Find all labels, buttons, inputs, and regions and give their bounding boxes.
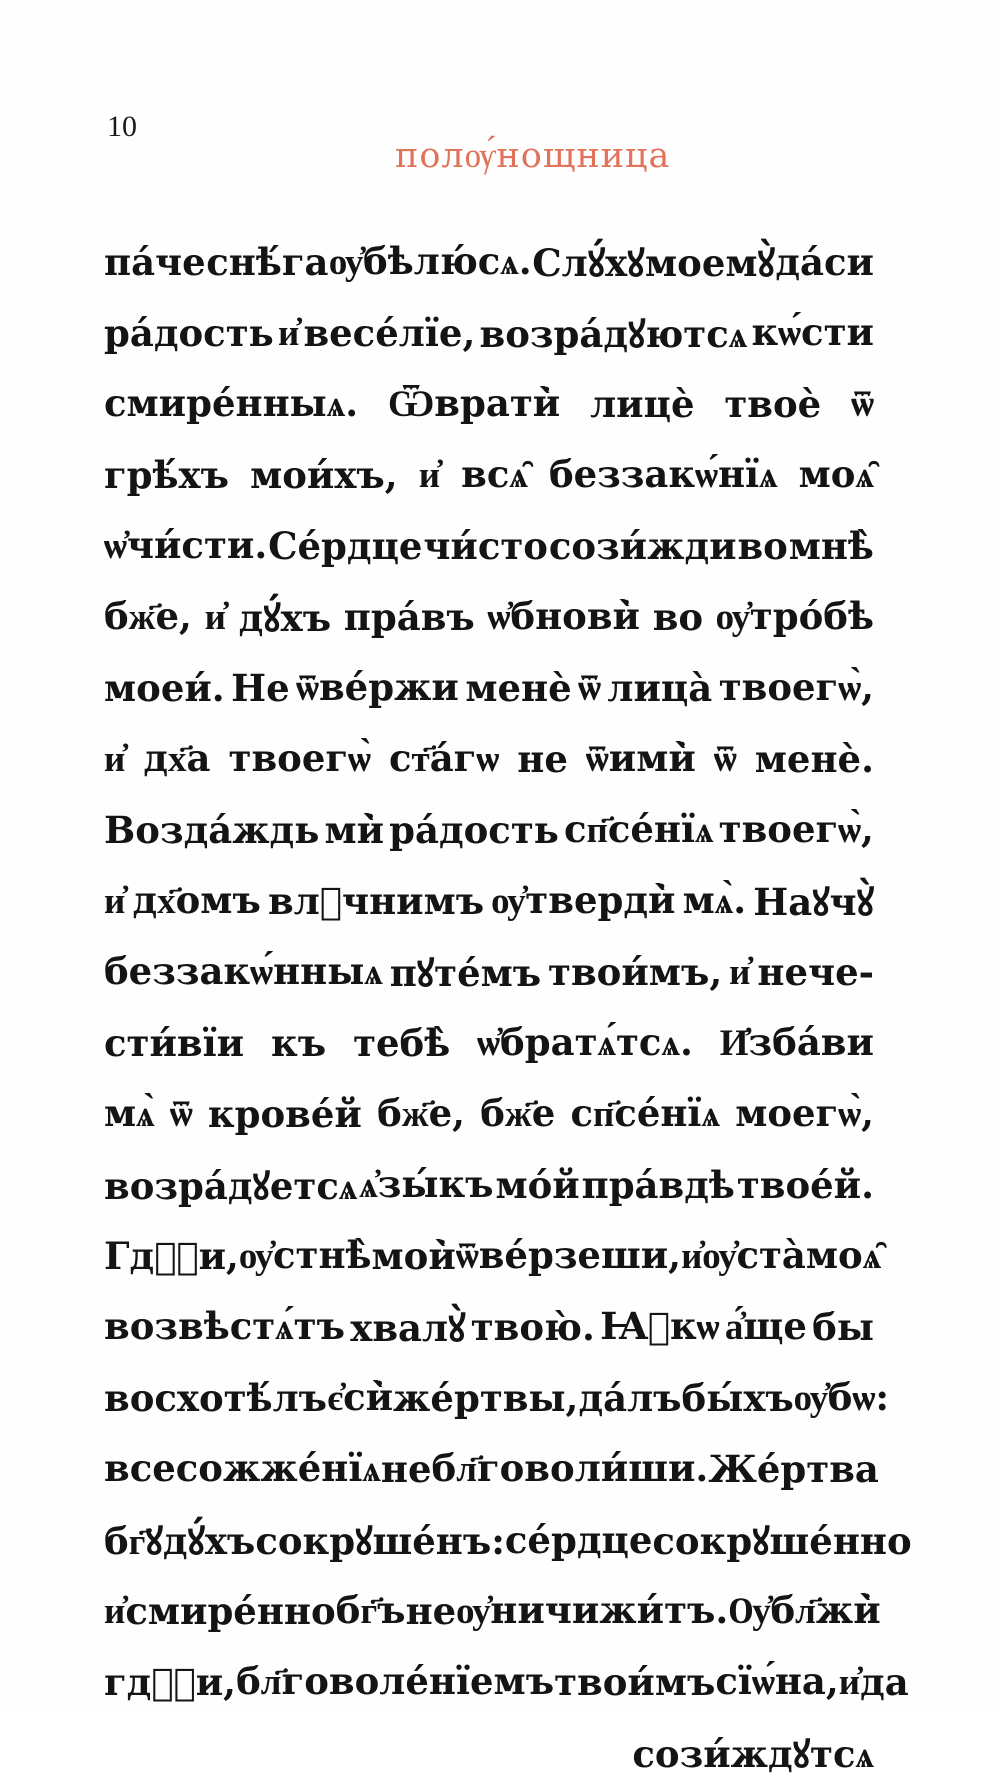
- word: бы: [812, 1304, 874, 1349]
- word: ѡ҆бнови̇̀: [487, 594, 640, 638]
- word: беззакѡ́нныѧ: [104, 949, 383, 993]
- word: твоегѡ̀,: [718, 665, 874, 709]
- word: моеи́.: [104, 665, 225, 710]
- text-line: [104, 936, 874, 1007]
- word: хвалꙋ̀: [350, 1306, 466, 1350]
- page-number: 10: [107, 110, 137, 143]
- word: всесожже́нїѧ: [104, 1446, 381, 1490]
- word: сїѡ́на,: [715, 1659, 839, 1703]
- text-line: [104, 581, 874, 652]
- word: па́че: [104, 239, 206, 284]
- text-line: [104, 1007, 874, 1078]
- text-line: [104, 865, 874, 936]
- word: мои̇̀: [371, 1233, 456, 1278]
- word: и҆: [104, 878, 126, 922]
- word: мѧ̀.: [682, 878, 747, 922]
- word: же́ртвы,: [393, 1375, 579, 1420]
- text-line: [104, 226, 874, 297]
- word: ѹ҆стнѣ̀: [238, 1233, 372, 1277]
- text-line: [104, 368, 874, 439]
- word: моемꙋ̀: [645, 241, 775, 285]
- word: сози́жди: [548, 523, 737, 568]
- running-head: полѹ́нощница: [395, 136, 671, 176]
- word: сокрꙋше́нно: [652, 1519, 912, 1563]
- word: ѿ: [578, 665, 601, 709]
- word: не: [405, 1588, 457, 1633]
- text-line: [104, 794, 874, 865]
- word: бл҃говоле́нїемъ: [236, 1659, 555, 1703]
- word: бг҃ъ: [335, 1588, 406, 1632]
- text-line: [104, 1149, 874, 1220]
- word: се́рдце: [504, 1517, 653, 1562]
- word: пꙋте́мъ: [389, 951, 542, 995]
- word: ми̇̀: [324, 807, 385, 852]
- word: бж҃е,: [377, 1091, 465, 1135]
- word: грѣ́хъ: [104, 452, 230, 497]
- word: Слꙋ́хꙋ: [532, 241, 645, 285]
- word: бж҃е,: [104, 594, 192, 638]
- word: ѿ: [851, 381, 874, 425]
- word: возра́дꙋетсѧ: [104, 1164, 358, 1208]
- word: и҆: [204, 594, 226, 638]
- word: восхотѣ́лъ: [104, 1375, 328, 1420]
- word: сп҃се́нїѧ: [570, 1091, 720, 1135]
- word: Возда́ждь: [104, 807, 320, 852]
- word: ѿими̇̀: [585, 736, 696, 780]
- word: бг҃ꙋ: [104, 1519, 163, 1563]
- text-line: [104, 297, 874, 368]
- text-line: [104, 1362, 890, 1433]
- word: смире́нныѧ.: [104, 381, 359, 425]
- word: моѧ̑: [805, 1233, 882, 1277]
- text-line: [104, 1646, 909, 1717]
- word: сп҃се́нїѧ: [563, 807, 714, 851]
- text-line: [104, 652, 874, 723]
- word: ѹ҆тверди̇̀: [491, 878, 676, 922]
- word: лица̀: [607, 665, 713, 710]
- word: Ѹ҆бл҃жи̇̀: [728, 1588, 881, 1632]
- word: твоегѡ̀: [228, 736, 371, 780]
- word: твои́мъ: [554, 1659, 716, 1704]
- word: твоегѡ̀,: [718, 807, 874, 851]
- word: Не: [231, 665, 290, 710]
- word: бл҃говоли́ши.: [431, 1446, 709, 1490]
- word: пра́вдѣ: [581, 1162, 735, 1207]
- word: смире́нно: [125, 1588, 336, 1633]
- text-line: [104, 723, 874, 794]
- text-line: [104, 1717, 874, 1788]
- word: къ: [271, 1020, 327, 1065]
- word: и҆: [104, 1588, 126, 1632]
- word: сози́ждꙋтсѧ: [632, 1732, 874, 1776]
- word: Наꙋчꙋ̀: [753, 880, 874, 924]
- word: сокрꙋше́нъ:: [255, 1519, 505, 1563]
- word: Се́рдце: [268, 523, 423, 568]
- word: тебѣ̀: [353, 1020, 451, 1065]
- word: ѹ҆ста̀: [702, 1233, 806, 1277]
- word: нече-: [757, 949, 874, 994]
- text-line: [104, 1504, 912, 1575]
- word: ѹ҆бѣлю́сѧ.: [329, 239, 532, 283]
- word: дꙋ́хъ: [162, 1519, 256, 1563]
- word: твои́мъ,: [548, 949, 723, 994]
- word: снѣ́га: [206, 239, 329, 284]
- word: бж҃е: [480, 1091, 556, 1135]
- word: да́лъ: [578, 1375, 682, 1420]
- body-text: [104, 226, 912, 1788]
- word: ѿве́рзеши,: [455, 1233, 682, 1277]
- word: Ѿврати̇̀: [388, 381, 561, 425]
- word: а҆́ще: [724, 1304, 807, 1348]
- word: Ꙗ҆кѡ: [600, 1304, 720, 1348]
- text-line: [104, 1220, 882, 1291]
- text-line: [104, 1433, 879, 1504]
- word: твое́й.: [736, 1162, 874, 1207]
- word: мо́й: [495, 1162, 580, 1207]
- word: твою̀.: [470, 1304, 595, 1349]
- word: Же́ртва: [708, 1446, 879, 1491]
- word: моегѡ̀,: [735, 1091, 874, 1135]
- word: всѧ̑: [461, 452, 528, 496]
- word: весе́лїе,: [303, 310, 476, 355]
- word: ѡ҆братѧ́тсѧ.: [477, 1020, 693, 1064]
- word: возвѣстѧ́тъ: [104, 1304, 345, 1348]
- text-line: [104, 1078, 874, 1149]
- word: менѐ.: [754, 736, 874, 781]
- word: чи́сто: [423, 523, 548, 568]
- word: во: [737, 523, 788, 568]
- word: бы́хъ: [681, 1375, 794, 1420]
- word: твоѐ: [724, 381, 822, 426]
- word: ѹ҆ничижи́тъ.: [456, 1588, 729, 1632]
- word: дх҃омъ: [132, 878, 261, 922]
- word: и҆: [104, 736, 126, 780]
- text-line: [104, 510, 874, 581]
- word: моѧ̑: [798, 452, 874, 496]
- word: ѿ: [713, 736, 737, 780]
- text-line: [104, 1291, 874, 1362]
- word: И҆зба́ви: [719, 1020, 874, 1064]
- word: да: [860, 1659, 909, 1704]
- word: и҆: [729, 949, 751, 993]
- word: не: [380, 1446, 432, 1491]
- word: беззакѡ́нїѧ: [548, 452, 778, 496]
- text-line: [104, 1575, 881, 1646]
- word: и҆: [838, 1659, 861, 1703]
- word: ра́дость: [104, 310, 274, 355]
- word: крове́й: [207, 1091, 362, 1136]
- word: ѿве́ржи: [296, 665, 459, 709]
- word: и҆: [277, 310, 300, 354]
- word: менѐ: [465, 665, 572, 710]
- word: сти́вїи: [104, 1020, 245, 1065]
- word: да́си: [775, 239, 874, 284]
- word: пра́въ: [343, 594, 475, 639]
- word: Гдⷭ҇и,: [104, 1233, 239, 1278]
- word: гдⷭ҇и,: [104, 1659, 237, 1704]
- word: влⷣчнимъ: [267, 878, 485, 923]
- text-line: [104, 439, 874, 510]
- word: є҆си̇̀: [327, 1375, 394, 1419]
- word: кѡ́сти: [751, 310, 874, 354]
- word: ѧ҆зы́къ: [359, 1162, 494, 1206]
- word: ст҃а́гѡ: [388, 736, 500, 780]
- word: ра́дость: [389, 807, 559, 852]
- word: дꙋ́хъ: [238, 596, 332, 640]
- word: ѿ: [169, 1091, 193, 1135]
- word: ѹ҆бѡ:: [793, 1375, 890, 1419]
- word: и҆: [681, 1233, 703, 1277]
- word: и҆: [418, 452, 441, 496]
- word: дх҃а: [143, 736, 211, 780]
- word: ѹ҆тро́бѣ: [715, 594, 874, 638]
- word: лицѐ: [590, 381, 695, 426]
- word: во: [652, 594, 704, 639]
- word: не: [517, 736, 568, 781]
- word: мнѣ̀: [788, 523, 874, 568]
- word: возра́дꙋютсѧ: [479, 312, 748, 356]
- word: мѧ̀: [104, 1091, 155, 1135]
- word: ѡ҆чи́сти.: [104, 523, 268, 567]
- word: мои́хъ,: [250, 452, 398, 497]
